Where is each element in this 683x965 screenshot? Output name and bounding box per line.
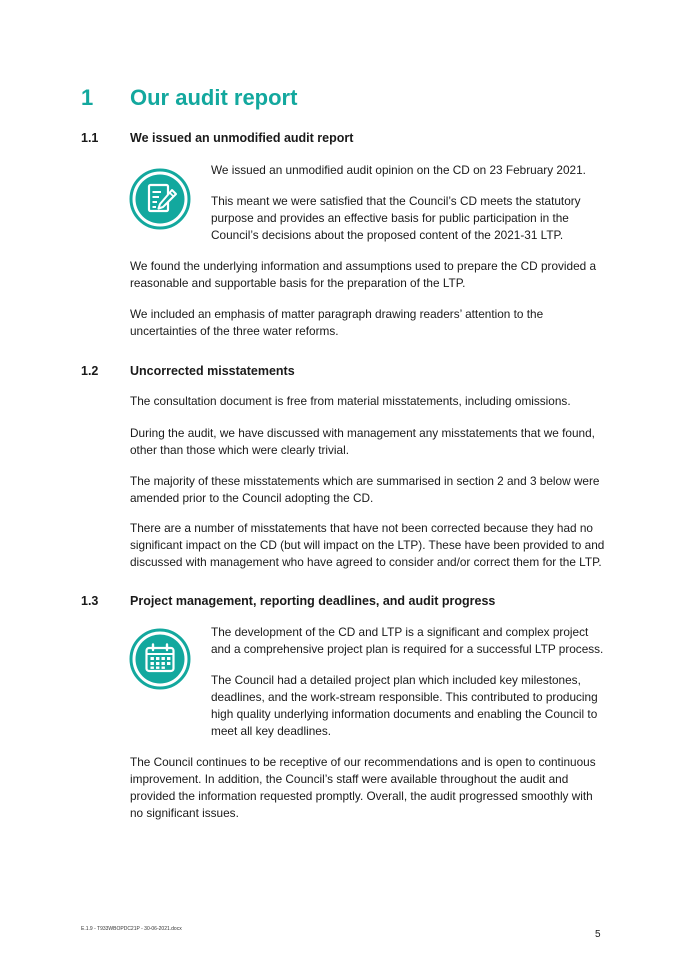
report-pen-icon bbox=[129, 168, 191, 230]
subsection-number: 1.2 bbox=[81, 364, 99, 378]
paragraph: The consultation document is free from material misstatements, including omissions. bbox=[130, 394, 571, 408]
subsection-title: Uncorrected misstatements bbox=[130, 364, 295, 378]
paragraph: We found the underlying information and assumptions used to prepare the CD provided a reasonable and supportable basis for the preparation of the LTP. bbox=[130, 259, 597, 290]
paragraph: The Council continues to be receptive of our recommendations and is open to continuous improvement. In addition, the Council’s staff were available throughout the audit and provided the information requested promptly. Overall, the audit progressed smoothly with no significant issues. bbox=[130, 755, 596, 820]
footer-reference: E.1.9 - T933WBOPDC21P - 30-06-2021.docx bbox=[81, 926, 182, 932]
section-title: Our audit report bbox=[130, 85, 298, 110]
subsection-title: We issued an unmodified audit report bbox=[130, 131, 354, 145]
subsection-number: 1.3 bbox=[81, 594, 99, 608]
paragraph: The Council had a detailed project plan which included key milestones, deadlines, and the work-stream responsible. This contributed to producing high quality underlying information documents and enabling the Council to meet all key deadlines. bbox=[211, 673, 598, 738]
page-number: 5 bbox=[595, 929, 601, 940]
paragraph: The development of the CD and LTP is a significant and complex project and a comprehensive project plan is required for a successful LTP process. bbox=[211, 625, 604, 656]
subsection-title: Project management, reporting deadlines, and audit progress bbox=[130, 594, 496, 608]
paragraph: The majority of these misstatements which are summarised in section 2 and 3 below were amended prior to the Council adopting the CD. bbox=[130, 474, 600, 505]
paragraph: We issued an unmodified audit opinion on the CD on 23 February 2021. bbox=[211, 163, 586, 177]
subsection-number: 1.1 bbox=[81, 131, 99, 145]
section-number: 1 bbox=[81, 85, 94, 110]
calendar-icon bbox=[129, 628, 191, 690]
paragraph: During the audit, we have discussed with management any misstatements that we found, other than those which were clearly trivial. bbox=[130, 426, 595, 457]
paragraph: There are a number of misstatements that have not been corrected because they had no significant impact on the CD (but will impact on the LTP). These have been provided to and discussed with management who have agreed to consider and/or correct them for the LTP. bbox=[130, 521, 605, 569]
paragraph: This meant we were satisfied that the Council’s CD meets the statutory purpose and provides an effective basis for public participation in the Council’s decisions about the proposed content of the 2021-31 LTP. bbox=[211, 194, 581, 242]
paragraph: We included an emphasis of matter paragraph drawing readers’ attention to the uncertainties of the three water reforms. bbox=[130, 307, 544, 338]
